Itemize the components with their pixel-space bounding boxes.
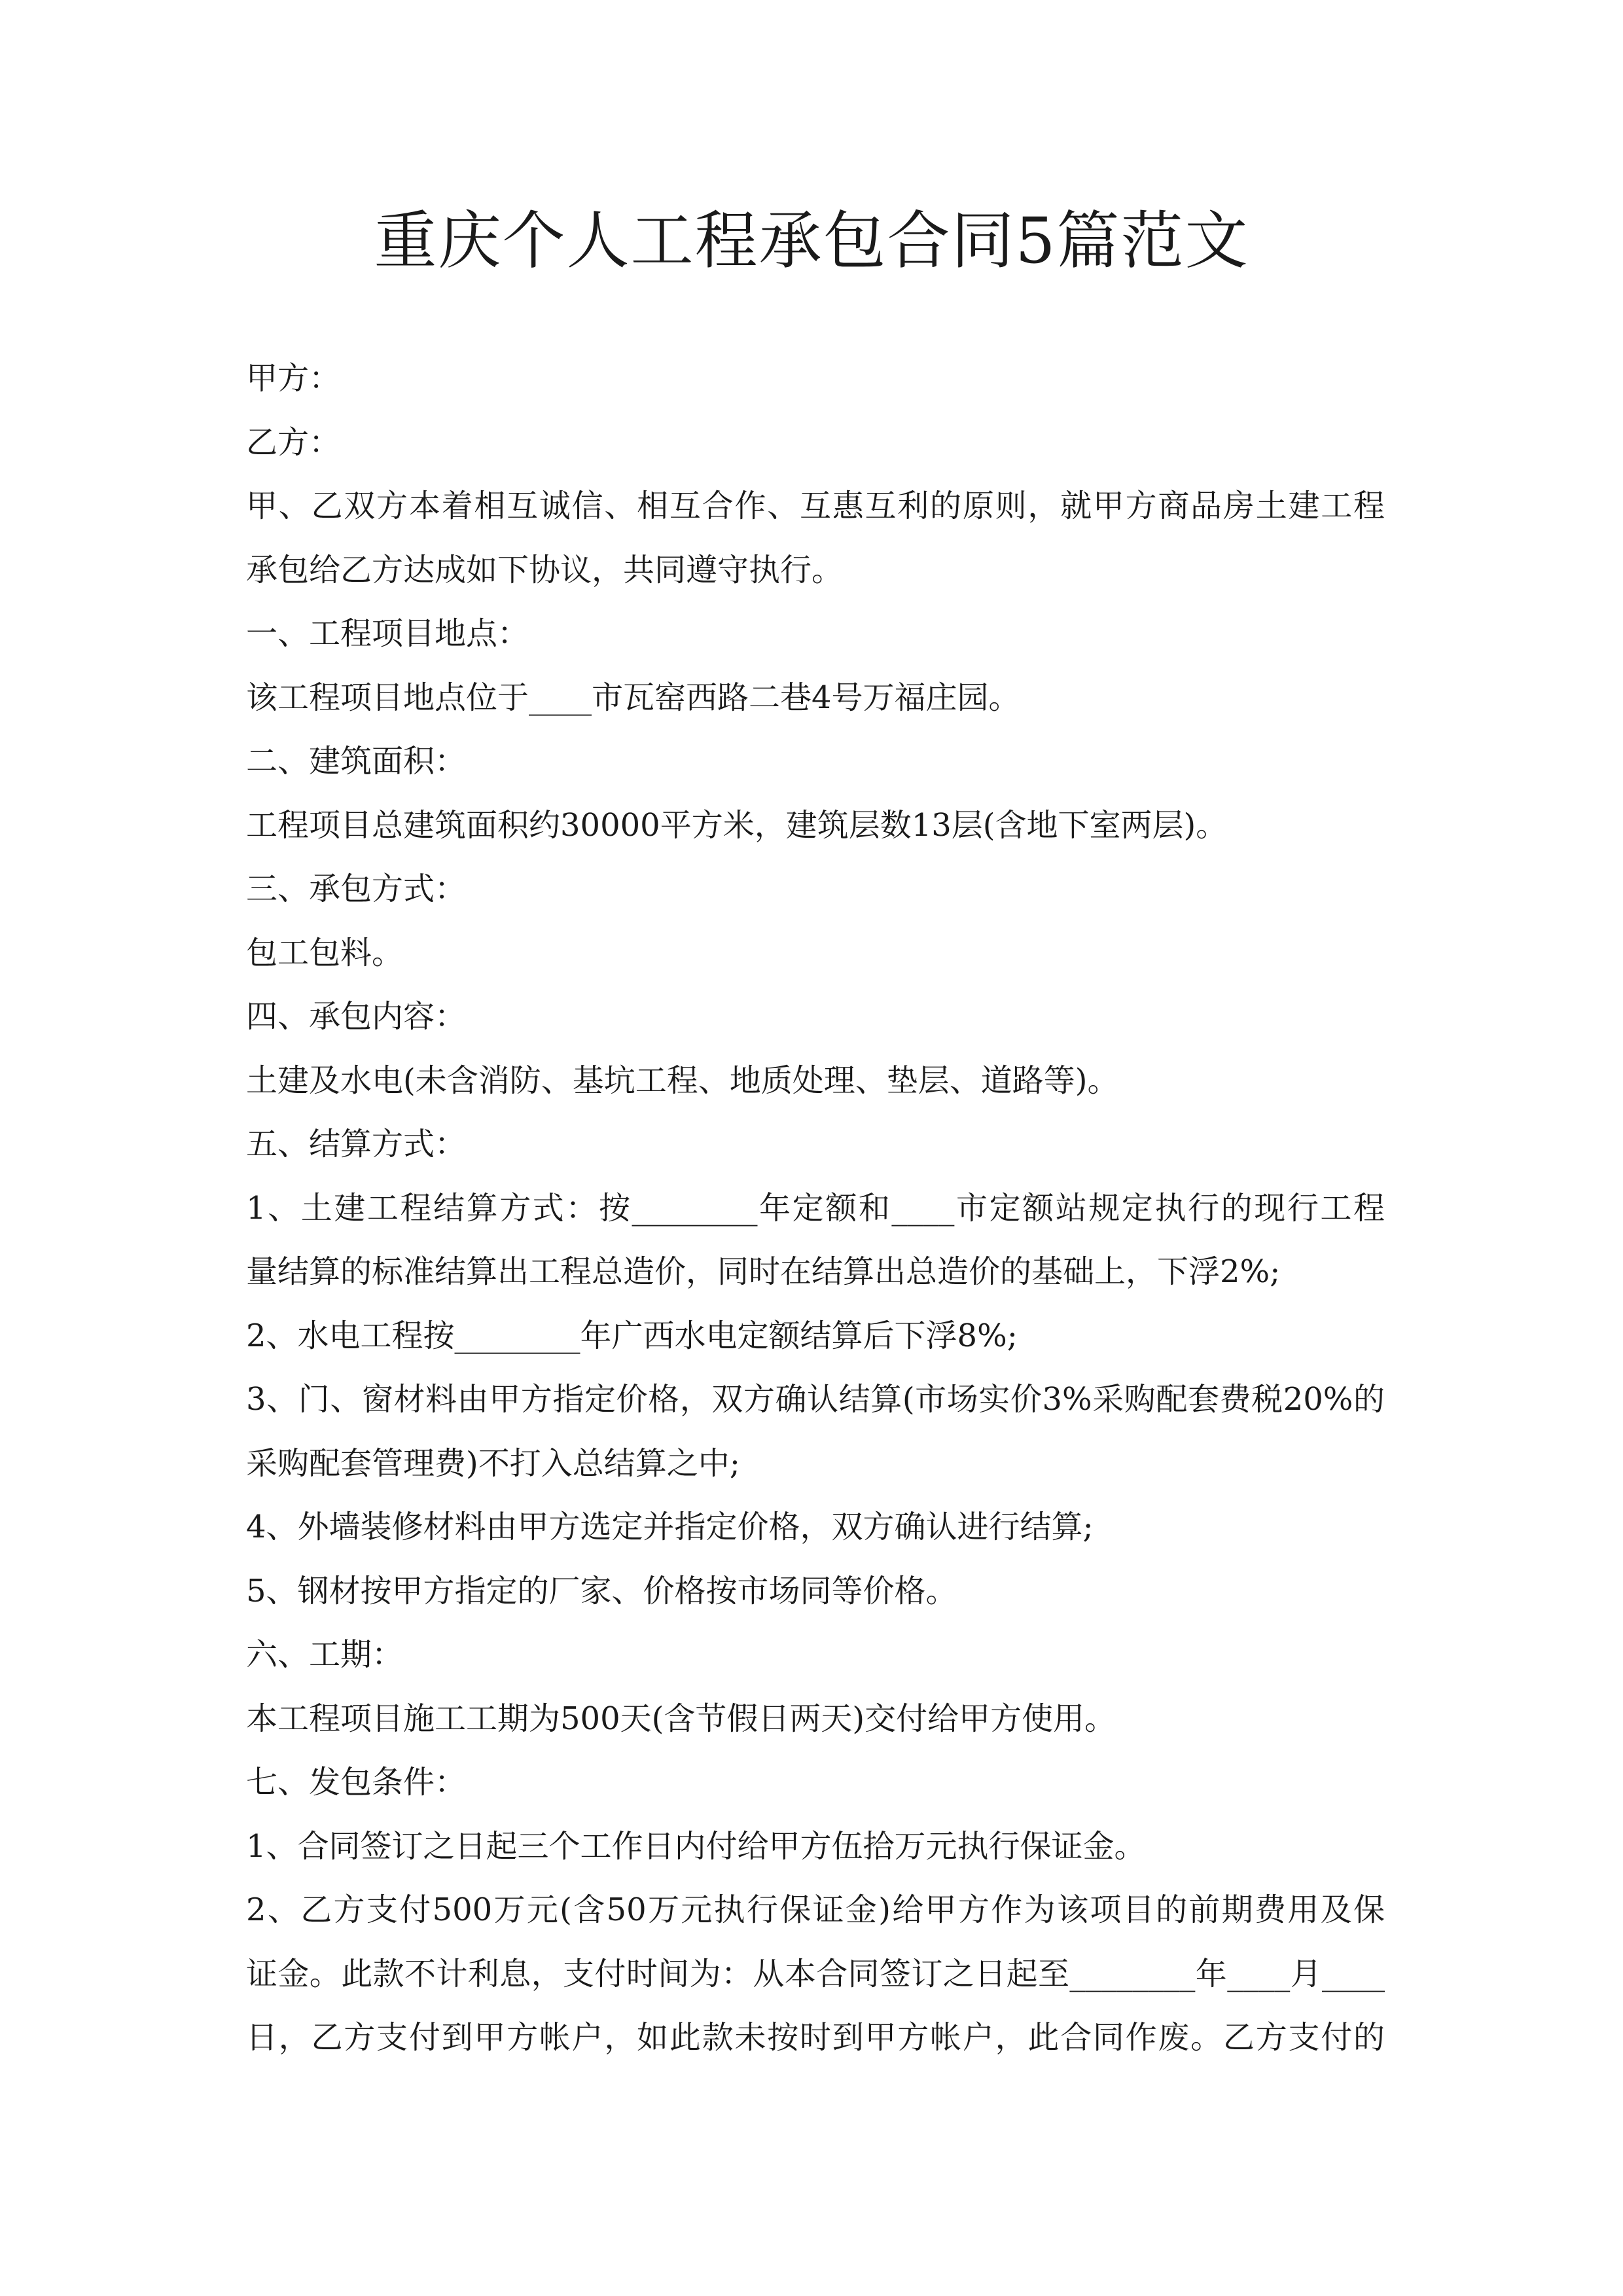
paragraph-line: 工程项目总建筑面积约30000平方米，建筑层数13层(含地下室两层)。 — [246, 806, 1228, 844]
section-heading: 五、结算方式： — [246, 1126, 467, 1162]
paragraph-line: 1、土建工程结算方式：按________年定额和____市定额站规定执行的现行工程 — [246, 1189, 1385, 1227]
paragraph-line: 2、水电工程按________年广西水电定额结算后下浮8%; — [246, 1317, 1018, 1354]
paragraph-line: 证金。此款不计利息，支付时间为：从本合同签订之日起至________年____月____ — [246, 1955, 1385, 1992]
section-heading: 一、工程项目地点： — [246, 615, 529, 652]
paragraph-line: 甲、乙双方本着相互诚信、相互合作、互惠互利的原则，就甲方商品房土建工程 — [246, 488, 1385, 524]
paragraph-line: 本工程项目施工工期为500天(含节假日两天)交付给甲方使用。 — [246, 1700, 1116, 1737]
section-heading: 三、承包方式： — [246, 870, 467, 907]
document-body — [246, 347, 1385, 2070]
party-a-line: 甲方： — [246, 360, 341, 397]
paragraph-line: 3、门、窗材料由甲方指定价格，双方确认结算(市场实价3%采购配套费税20%的 — [246, 1381, 1385, 1418]
paragraph-line: 该工程项目地点位于____市瓦窑西路二巷4号万福庄园。 — [246, 679, 1020, 716]
section-heading: 二、建筑面积： — [246, 743, 467, 780]
paragraph-line: 2、乙方支付500万元(含50万元执行保证金)给甲方作为该项目的前期费用及保 — [246, 1892, 1385, 1928]
paragraph-line: 日，乙方支付到甲方帐户，如此款未按时到甲方帐户，此合同作废。乙方支付的 — [246, 2019, 1385, 2056]
paragraph-line: 1、合同签订之日起三个工作日内付给甲方伍拾万元执行保证金。 — [246, 1827, 1146, 1865]
paragraph-line: 承包给乙方达成如下协议，共同遵守执行。 — [246, 551, 844, 588]
section-heading: 六、工期： — [246, 1636, 404, 1673]
section-heading: 七、发包条件： — [246, 1764, 467, 1801]
paragraph-line: 采购配套管理费)不打入总结算之中; — [246, 1444, 740, 1482]
paragraph-line: 4、外墙装修材料由甲方选定并指定价格，双方确认进行结算; — [246, 1509, 1094, 1545]
party-b-line: 乙方： — [246, 423, 341, 461]
paragraph-line: 5、钢材按甲方指定的厂家、价格按市场同等价格。 — [246, 1572, 957, 1609]
paragraph-line: 土建及水电(未含消防、基坑工程、地质处理、垫层、道路等)。 — [246, 1062, 1119, 1099]
document-title: 重庆个人工程承包合同5篇范文 — [374, 204, 1249, 278]
paragraph-line: 量结算的标准结算出工程总造价，同时在结算出总造价的基础上，下浮2%; — [246, 1253, 1281, 1290]
paragraph-line: 包工包料。 — [246, 934, 404, 971]
section-heading: 四、承包内容： — [246, 998, 467, 1035]
